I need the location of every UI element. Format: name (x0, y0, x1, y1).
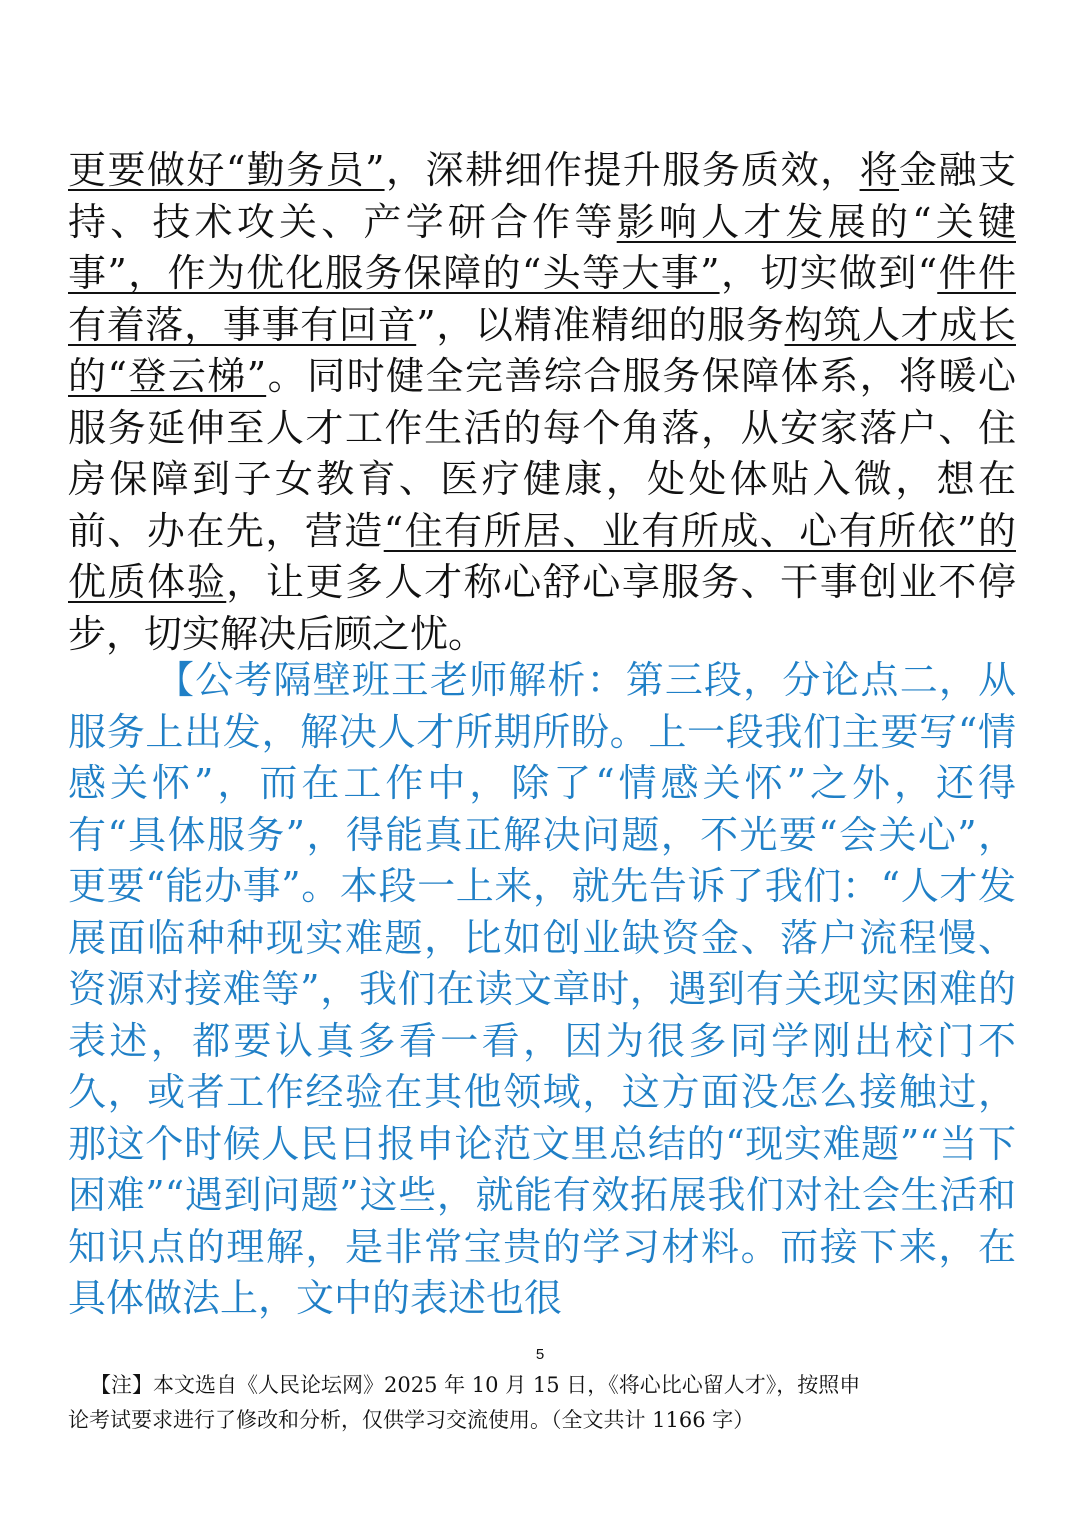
footnote-line-1: 【注】本文选自《人民论坛网》2025 年 10 月 15 日，《将心比心留人才》，按照申 (90, 1373, 861, 1397)
text-run: 金融支持、技术攻关、产学研合作等 (68, 148, 1016, 244)
underlined-phrase: 件件有着落，事事有回音 (68, 251, 1016, 347)
text-run: ，切实做到“ (719, 251, 938, 295)
underlined-phrase: 构筑人才成长的“登云梯” (68, 302, 1016, 398)
text-run: ，让更多人才称心舒心享服务、干事创业不停步，切实解决后顾之忧。 (68, 560, 1016, 656)
body-paragraph (68, 145, 1016, 660)
underlined-phrase: 影响人才发展的“关键事”，作为优化服务保障的“头等大事” (68, 199, 1016, 295)
footnote (68, 1368, 1016, 1438)
text-run: ，深耕细作提升服务质效， (384, 148, 860, 192)
page-number: 5 (535, 1346, 545, 1363)
footnote-line-2: 论考试要求进行了修改和分析，仅供学习交流使用。（全文共计 1166 字） (68, 1408, 755, 1432)
underlined-phrase: “住有所居、业有所成、心有所依”的优质体验 (68, 508, 1016, 604)
text-run: ”，以精准精细的服务 (416, 302, 785, 347)
underlined-phrase: 将 (859, 148, 900, 192)
analysis-paragraph: 【公考隔壁班王老师解析：第三段，分论点二，从服务上出发，解决人才所期所盼。上一段我们主要写“情感关怀”，而在工作中，除了“情感关怀”之外，还得有“具体服务”，得能真正解决问题，不光要“会关心”，更要“能办事”。本段一上来，就先告诉了我们：“人才发展面临种种现实难题，比如创业缺资金、落户流程慢、资源对接难等”，我们在读文章时，遇到有关现实困难的表述，都要认真多看一看，因为很多同学刚出校门不久，或者工作经验在其他领域，这方面没怎么接触过，那这个时候人民日报申论范文里总结的“现实难题”“当下困难”“遇到问题”这些，就能有效拓展我们对社会生活和知识点的理解，是非常宝贵的学习材料。而接下来，在具体做法上，文中的表述也很 (68, 658, 1016, 1320)
text-run: 。同时健全完善综合服务保障体系，将暖心服务延伸至人才工作生活的每个角落，从安家落户、住房保障到子女教育、医疗健康，处处体贴入微，想在前、办在先，营造 (68, 354, 1016, 553)
underlined-phrase: 更要做好“勤务员” (68, 148, 385, 192)
